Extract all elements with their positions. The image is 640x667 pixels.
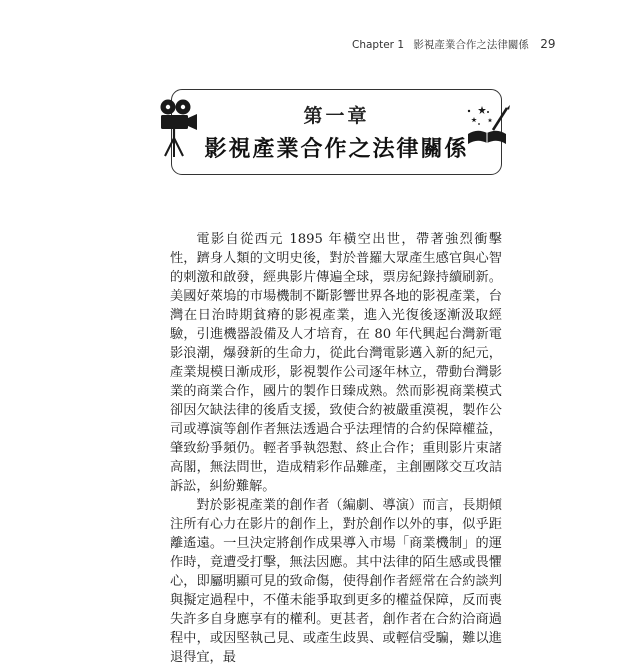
open-book-pen-icon	[464, 104, 512, 150]
paragraph-1: 電影自從西元 1895 年橫空出世，帶著強烈衝擊性，躋身人類的文明史後，對於普羅大眾產生感官與心智的刺激和啟發，經典影片傳遍全球，票房紀錄持續刷新。美國好萊塢的市場機制不斷影響世界各地的影視產業，台灣在日治時期貧瘠的影視產業，進入光復後逐漸汲取經驗，引進機器設備及人才培育，在 80 年代興起台灣新電影浪潮，爆發新的生命力，從此台灣電影邁入新的紀元，產業規模日漸成形，影視製作公司逐年林立，帶動台灣影業的商業合作，國片的製作日臻成熟。然而影視商業模式卻因欠缺法律的後盾支援，致使合約被嚴重漠視，製作公司或導演等創作者無法透過合乎法理情的合約保障權益，肇致紛爭頻仍。輕者爭執怨懟、終止合作；重則影片束諸高閣，無法問世，造成精彩作品難產，主創團隊交互攻詰訴訟，糾紛難解。	[170, 232, 502, 494]
running-head	[352, 37, 556, 52]
page-number: 29	[540, 37, 556, 51]
chapter-header-box	[171, 89, 502, 175]
running-head-chapter: Chapter 1	[352, 39, 404, 51]
chapter-label: 第一章	[303, 105, 370, 127]
paragraph-2: 對於影視產業的創作者（編劇、導演）而言，長期傾注所有心力在影片的創作上，對於創作以外的事，似乎距離遙遠。一旦決定將創作成果導入市場「商業機制」的運作時，竟遭受打擊，無法因應。其中法律的陌生感或畏懼心，即屬明顯可見的致命傷，使得創作者經常在合約談判與擬定過程中，不僅未能爭取到更多的權益保障，反而喪失許多自身應享有的權利。更甚者，創作者在合約洽商過程中，或因堅執己見、或產生歧異、或輕信受騙，難以進退得宜，最	[170, 498, 502, 665]
body-text	[170, 230, 502, 667]
chapter-title: 影視產業合作之法律關係	[204, 136, 469, 162]
running-head-title: 影視產業合作之法律關係	[413, 39, 529, 51]
